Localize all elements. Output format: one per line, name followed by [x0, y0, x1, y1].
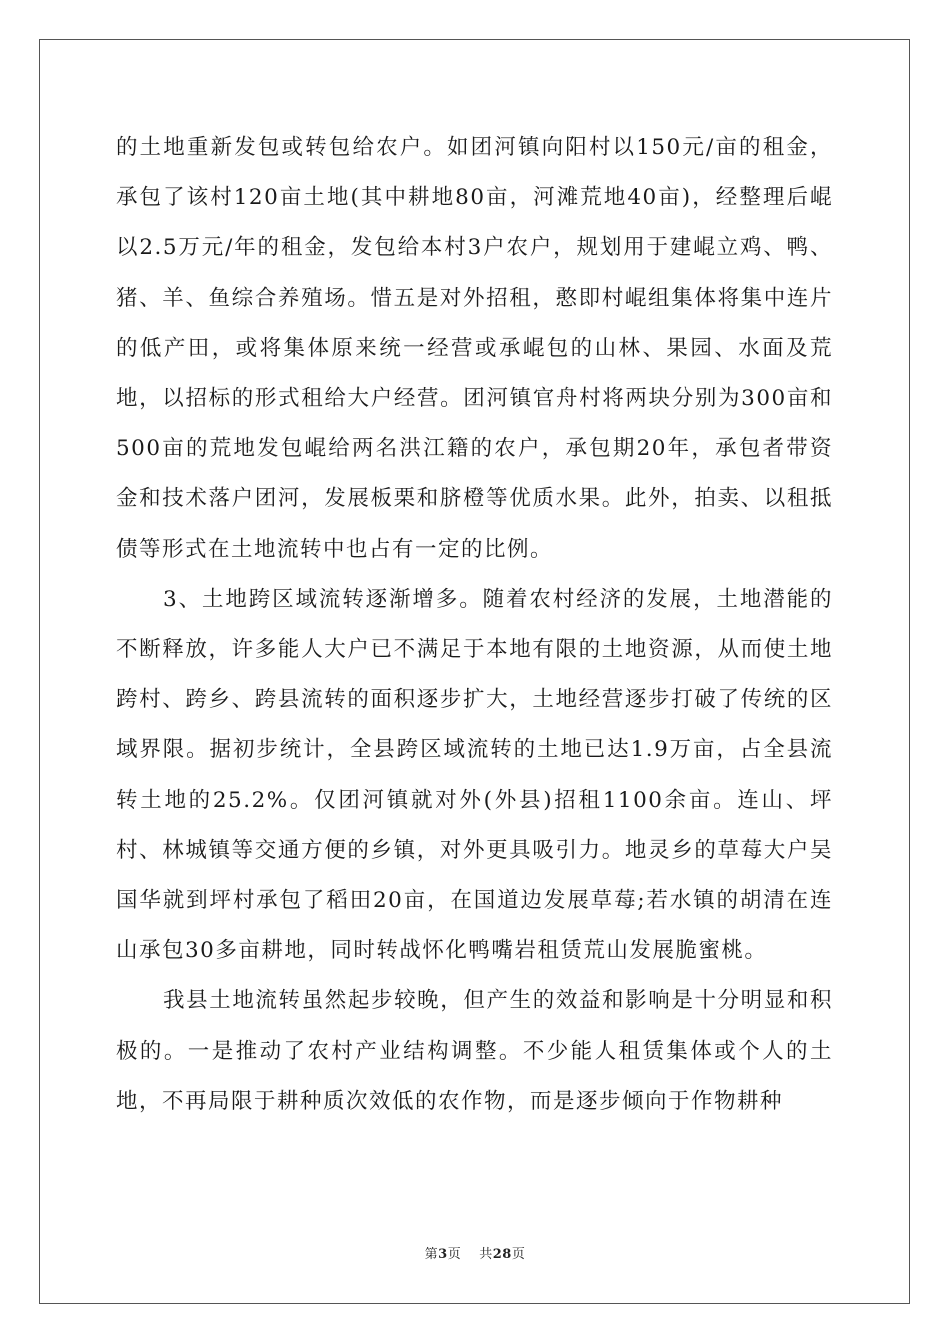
paragraph-2: 3、土地跨区域流转逐渐增多。随着农村经济的发展，土地潜能的不断释放，许多能人大户已不满足于本地有限的土地资源，从而使土地跨村、跨乡、跨县流转的面积逐步扩大，土地经营逐步打破了传统的区域界限。据初步统计，全县跨区域流转的土地已达1.9万亩，占全县流转土地的25.2%。仅团河镇就对外(外县)招租1100余亩。连山、坪村、林城镇等交通方便的乡镇，对外更具吸引力。地灵乡的草莓大户吴国华就到坪村承包了稻田20亩，在国道边发展草莓;若水镇的胡清在连山承包30多亩耕地，同时转战怀化鸭嘴岩租赁荒山发展脆蜜桃。: [116, 586, 833, 964]
total-unit: 页: [511, 1247, 526, 1262]
paragraph-1: 的土地重新发包或转包给农户。如团河镇向阳村以150元/亩的租金，承包了该村120亩土地(其中耕地80亩，河滩荒地40亩)，经整理后崐以2.5万元/年的租金，发包给本村3户农户，规划用于建崐立鸡、鸭、猪、羊、鱼综合养殖场。惜五是对外招租，憨即村崐组集体将集中连片的低产田，或将集体原来统一经营或承崐包的山林、果园、水面及荒地，以招标的形式租给大户经营。团河镇官舟村将两块分别为300亩和500亩的荒地发包崐给两名洪江籍的农户，承包期20年，承包者带资金和技术落户团河，发展板栗和脐橙等优质水果。此外，拍卖、以租抵债等形式在土地流转中也占有一定的比例。: [116, 135, 833, 562]
page-unit: 页: [447, 1247, 462, 1262]
document-body: [116, 123, 833, 1127]
paragraph-3: 我县土地流转虽然起步较晚，但产生的效益和影响是十分明显和积极的。一是推动了农村产业结构调整。不少能人租赁集体或个人的土地，不再局限于耕种质次效低的农作物，而是逐步倾向于作物耕种: [116, 988, 833, 1114]
total-prefix: 共: [479, 1247, 493, 1262]
page-footer: [0, 1243, 950, 1262]
total-page-count: 28: [492, 1247, 512, 1262]
page-prefix: 第: [424, 1247, 439, 1262]
current-page-number: 3: [438, 1247, 448, 1262]
